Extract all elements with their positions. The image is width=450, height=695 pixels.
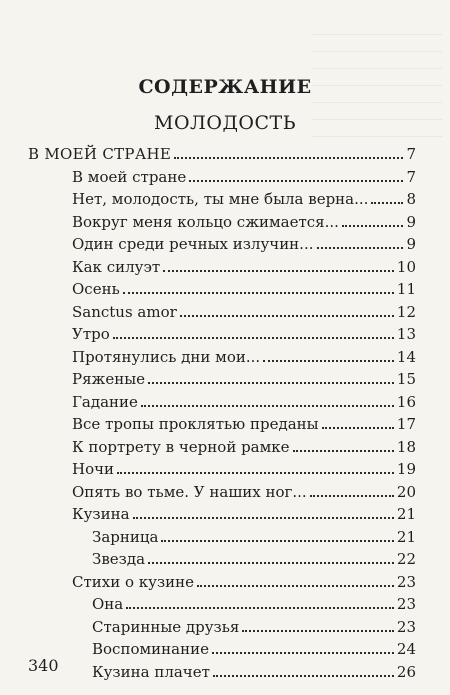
toc-entry-page: 7 (406, 167, 416, 186)
toc-entry (72, 189, 416, 211)
dot-leader (212, 652, 394, 654)
toc-entry-title: Один среди речных излучин... (72, 235, 314, 253)
toc-entry-title: Опять во тьме. У наших ног... (72, 482, 307, 501)
toc-entry (92, 594, 416, 616)
toc-entry (92, 639, 416, 661)
toc-entry-page: 17 (396, 415, 416, 433)
page-number: 340 (28, 656, 59, 675)
toc-entry-title: Все тропы проклятью преданы (72, 415, 319, 433)
dot-leader (126, 607, 394, 609)
toc-entry-title: Sanctus amor (72, 302, 177, 321)
toc-entry-page: 18 (396, 437, 416, 456)
toc-entry (92, 662, 416, 684)
toc-entry (72, 392, 416, 414)
section-heading: МОЛОДОСТЬ (154, 112, 296, 134)
toc-entry-title: Она (92, 595, 124, 613)
dot-leader (342, 225, 404, 227)
toc-entry-title: Старинные друзья (92, 617, 240, 636)
toc-entry (28, 144, 416, 166)
dot-leader (148, 562, 394, 564)
dot-leader (322, 427, 394, 429)
toc-entry (72, 324, 416, 346)
toc-entry-title: Стихи о кузине (72, 572, 195, 591)
toc-entry (72, 234, 416, 256)
toc-entry-title: В моей стране (72, 167, 187, 186)
dot-leader (161, 540, 393, 542)
toc-entry-page: 19 (396, 460, 416, 478)
toc-entry (72, 257, 416, 279)
toc-entry-page: 9 (406, 212, 416, 231)
dot-leader (174, 157, 403, 159)
dot-leader (141, 405, 394, 407)
toc-entry (72, 279, 416, 301)
toc-entry-page: 13 (396, 325, 416, 343)
toc-entry-page: 12 (396, 302, 416, 321)
dot-leader (123, 292, 394, 294)
toc-entry-page: 23 (396, 595, 416, 613)
toc-entry (92, 527, 416, 549)
toc-entry (72, 212, 416, 234)
dot-leader (113, 337, 394, 339)
dot-leader (263, 360, 394, 362)
toc-entry (72, 572, 416, 594)
toc-entry (92, 617, 416, 639)
dot-leader (117, 472, 394, 474)
toc-entry (92, 549, 416, 571)
dot-leader (310, 495, 394, 497)
toc-entry (72, 459, 416, 481)
toc-entry-page: 24 (396, 640, 416, 658)
toc-entry-title: Кузина (72, 505, 130, 523)
toc-entry-title: Зарница (92, 527, 159, 546)
toc-entry-page: 15 (396, 370, 416, 388)
dot-leader (180, 315, 394, 317)
toc-entry-page: 20 (396, 482, 416, 501)
toc-entry-title: В МОЕЙ СТРАНЕ (28, 145, 172, 163)
toc-entry-page: 21 (396, 505, 416, 523)
toc-entry-title: Вокруг меня кольцо сжимается... (72, 212, 339, 231)
toc-entry-title: К портрету в черной рамке (72, 437, 290, 456)
toc-entry (72, 504, 416, 526)
toc-entry-title: Утро (72, 325, 110, 343)
toc-entry-title: Нет, молодость, ты мне была верна... (72, 190, 369, 208)
toc-entry-page: 23 (396, 572, 416, 591)
toc-entry (72, 167, 416, 189)
dot-leader (163, 270, 394, 272)
toc-entry-page: 7 (406, 145, 416, 163)
toc-entry-page: 8 (406, 190, 416, 208)
toc-entry (72, 437, 416, 459)
dot-leader (213, 675, 394, 677)
toc-entry-page: 11 (396, 280, 416, 298)
toc-entry-page: 21 (396, 527, 416, 546)
toc-entry (72, 369, 416, 391)
toc-entry (72, 414, 416, 436)
dot-leader (148, 382, 394, 384)
toc-entry-title: Звезда (92, 550, 146, 568)
dot-leader (242, 630, 394, 632)
toc-entry-page: 23 (396, 617, 416, 636)
dot-leader (371, 202, 403, 204)
toc-entry-title: Кузина плачет (92, 662, 210, 681)
dot-leader (133, 517, 394, 519)
toc-entry (72, 347, 416, 369)
dot-leader (317, 247, 404, 249)
toc-entry-page: 26 (396, 662, 416, 681)
toc-entry-page: 14 (396, 347, 416, 366)
toc-entry-title: Осень (72, 280, 120, 298)
toc-entry-page: 22 (396, 550, 416, 568)
toc-entry-page: 16 (396, 392, 416, 411)
dot-leader (189, 180, 403, 182)
toc-entry-title: Гадание (72, 392, 138, 411)
dot-leader (293, 450, 394, 452)
toc-entry (72, 482, 416, 504)
toc-entry (72, 302, 416, 324)
toc-entry-page: 10 (396, 257, 416, 276)
dot-leader (197, 585, 394, 587)
toc-entry-title: Протянулись дни мои... (72, 347, 261, 366)
contents-heading: СОДЕРЖАНИЕ (138, 76, 312, 98)
toc-entry-title: Как силуэт (72, 257, 161, 276)
toc-entry-page: 9 (406, 235, 416, 253)
toc-entry-title: Ряженые (72, 370, 146, 388)
toc-entry-title: Воспоминание (92, 640, 209, 658)
toc-entry-title: Ночи (72, 460, 115, 478)
